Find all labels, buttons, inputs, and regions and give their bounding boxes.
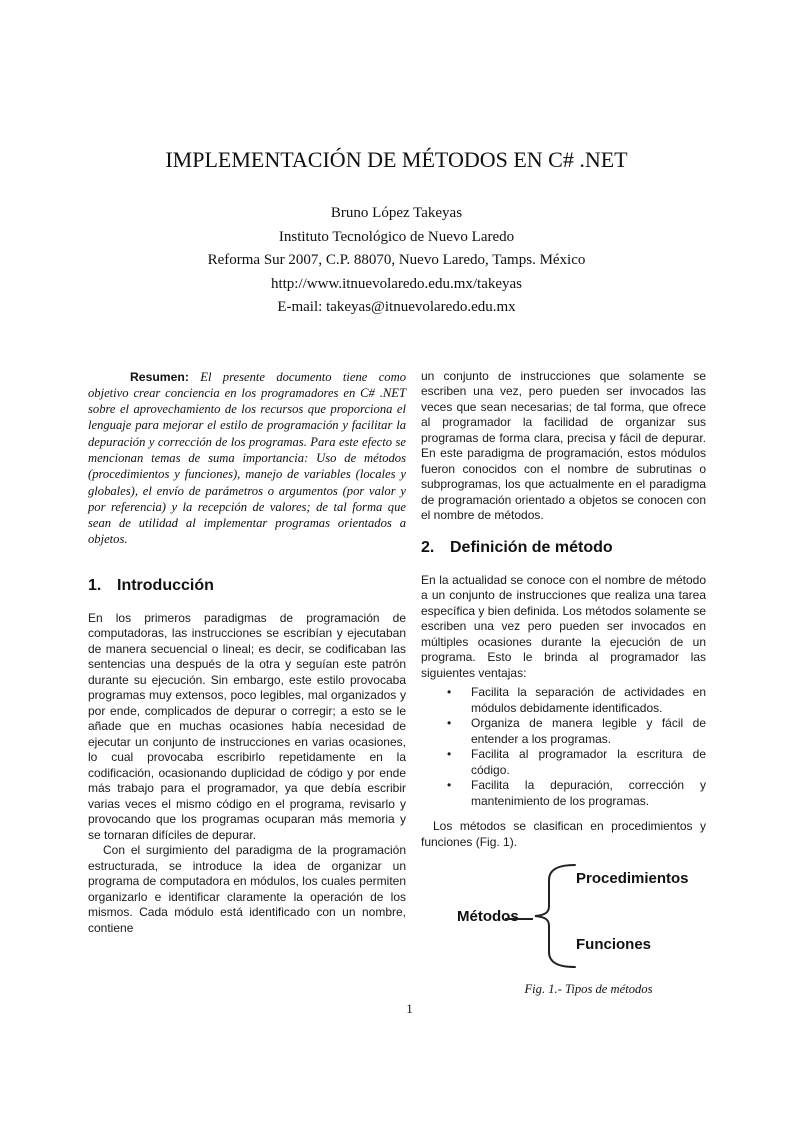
figure-branch-funciones: Funciones: [576, 936, 652, 953]
abstract-text: El presente documento tiene como objetivo crear conciencia en los programadores en C# .NET sobre el aprovechamiento de los recursos que proporciona el lenguaje para mejorar el estilo de programación y facilitar la depuración y corrección de los programas. Para este efecto se mencionan temas de suma importancia: Uso de métodos (procedimientos y funciones), manejo de variables (locales y globales), el envío de parámetros o argumentos (por valor y por referencia) y la recepción de valores; de tal forma que sean de utilidad al implementar programas orientados a objetos.: [88, 369, 406, 547]
section-title: Definición de método: [450, 538, 613, 556]
author-address: Reforma Sur 2007, C.P. 88070, Nuevo Laredo, Tamps. México: [207, 252, 586, 268]
section-heading-introduccion: [88, 576, 406, 595]
figure-branch-procedimientos: Procedimientos: [576, 870, 689, 887]
author-email: E-mail: takeyas@itnuevolaredo.edu.mx: [277, 299, 516, 315]
intro-continuation-paragraph: un conjunto de instrucciones que solamente se escriben una vez, pero pueden ser invocados las veces que sean necesarias; de tal forma, que ofrece al programador la facilidad de organizar sus programas de forma clara, precisa y fácil de depurar. En este paradigma de programación, estos módulos fueron conocidos con el nombre de subrutinas o subprogramas, los que actualmente en el paradigma de programación orientado a objetos se conocen con el nombre de métodos.: [421, 368, 706, 522]
list-item: • Facilita la separación de actividades en módulos debidamente identificados.: [421, 685, 706, 716]
figure-caption: Fig. 1.- Tipos de métodos: [524, 982, 653, 996]
two-column-body: [0, 369, 793, 998]
author-name: Bruno López Takeyas: [330, 205, 463, 221]
section-number: 2.: [421, 538, 435, 556]
list-item: • Facilita al programador la escritura de código.: [421, 747, 706, 778]
abstract-label: Resumen:: [130, 369, 189, 384]
definicion-paragraph-1: En la actualidad se conoce con el nombre de método a un conjunto de instrucciones que realiza una tarea específica y bien definida. Los métodos solamente se escriben una vez pero pueden ser invocados en múltiples ocasiones durante la ejecución de un programa. Esto le brinda al programador las siguientes ventajas:: [421, 572, 706, 680]
list-item: • Organiza de manera legible y fácil de entender a los programas.: [421, 716, 706, 747]
definicion-paragraph-2: Los métodos se clasifican en procedimientos y funciones (Fig. 1).: [421, 819, 706, 849]
page-title: IMPLEMENTACIÓN DE MÉTODOS EN C# .NET: [165, 147, 628, 172]
intro-paragraph-2: Con el surgimiento del paradigma de la programación estructurada, se introduce la idea de organizar un programa de computadora en módulos, los cuales permiten organizarlo e identificar claramente la operación de los mismos. Cada módulo está identificado con un nombre, contiene: [88, 843, 406, 935]
list-item: • Facilita la depuración, corrección y mantenimiento de los programas.: [421, 778, 706, 809]
connector-line: [505, 918, 533, 920]
advantages-list: [421, 685, 706, 809]
column-left: [88, 369, 406, 937]
column-right: [421, 369, 706, 998]
curly-brace-icon: [533, 862, 577, 970]
abstract-paragraph: [88, 369, 406, 548]
figure-root-metodos: Métodos: [457, 908, 519, 925]
section-number: 1.: [88, 576, 102, 594]
section-heading-definicion: [421, 538, 706, 557]
intro-paragraph-1: En los primeros paradigmas de programación de computadoras, las instrucciones se escribían y ejecutaban de manera secuencial o lineal; es decir, se codificaban las sentencias una después de la otra y seguían este patrón durante su ejecución. Sin embargo, este estilo provocaba programas muy extensos, poco legibles, mal organizados y por ende, complicados de depurar o corregir; a esto se le añade que en muchas ocasiones había necesidad de ejecutar un conjunto de instrucciones en varias ocasiones, lo cual provocaba escribirlo repetidamente en la codificación, ocasionando duplicidad de código y por ende más trabajo para el programador, ya que debía escribir varias veces el mismo código en el programa, revisarlo y provocando que los programas ocuparan más memoria y se tornaran difíciles de depurar.: [88, 610, 406, 842]
author-url: http://www.itnuevolaredo.edu.mx/takeyas: [270, 275, 523, 292]
author-block: [0, 202, 793, 320]
author-institution: Instituto Tecnológico de Nuevo Laredo: [278, 228, 515, 245]
page-number: 1: [406, 1001, 413, 1016]
figure-tipos-de-metodos: [421, 862, 706, 974]
section-title: Introducción: [117, 576, 214, 594]
